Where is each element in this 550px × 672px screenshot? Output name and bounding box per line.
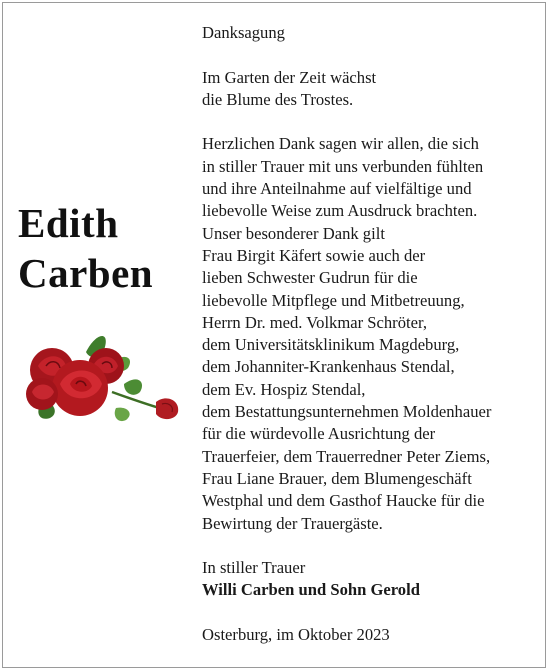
- body-line: und ihre Anteilnahme auf vielfältige und: [202, 179, 472, 199]
- body-line: in stiller Trauer mit uns verbunden fühlten: [202, 156, 484, 176]
- body-line: Trauerfeier, dem Trauerredner Peter Ziems,: [202, 446, 491, 466]
- deceased-first-name: Edith: [18, 200, 119, 246]
- body-line: Herzlichen Dank sagen wir allen, die sich: [202, 134, 479, 154]
- notice-text: [202, 22, 542, 646]
- roses-image: [16, 322, 184, 432]
- body-line: Unser besonderer Dank gilt: [202, 223, 385, 243]
- closing-intro: In stiller Trauer: [202, 558, 306, 578]
- poem-line: die Blume des Trostes.: [202, 89, 354, 109]
- body-line: Herrn Dr. med. Volkmar Schröter,: [202, 312, 427, 332]
- deceased-name: [18, 198, 153, 298]
- body-line: liebevolle Mitpflege und Mitbetreuung,: [202, 290, 465, 310]
- heading: Danksagung: [202, 23, 285, 42]
- body-line: Bewirtung der Trauergäste.: [202, 513, 383, 533]
- body-line: dem Universitätsklinikum Magdeburg,: [202, 335, 460, 355]
- body-line: dem Ev. Hospiz Stendal,: [202, 379, 366, 399]
- signers: Willi Carben und Sohn Gerold: [202, 580, 420, 600]
- body-line: dem Johanniter-Krankenhaus Stendal,: [202, 357, 455, 377]
- place-date: Osterburg, im Oktober 2023: [202, 625, 390, 645]
- deceased-last-name: Carben: [18, 250, 154, 296]
- body-line: Frau Birgit Käfert sowie auch der: [202, 245, 426, 265]
- body-line: für die würdevolle Ausrichtung der: [202, 424, 436, 444]
- poem-line: Im Garten der Zeit wächst: [202, 67, 377, 87]
- body-line: lieben Schwester Gudrun für die: [202, 268, 418, 288]
- body-line: liebevolle Weise zum Ausdruck brachten.: [202, 201, 478, 221]
- body-line: Westphal und dem Gasthof Haucke für die: [202, 491, 485, 511]
- body-line: Frau Liane Brauer, dem Blumengeschäft: [202, 468, 472, 488]
- body-line: dem Bestattungsunternehmen Moldenhauer: [202, 402, 492, 422]
